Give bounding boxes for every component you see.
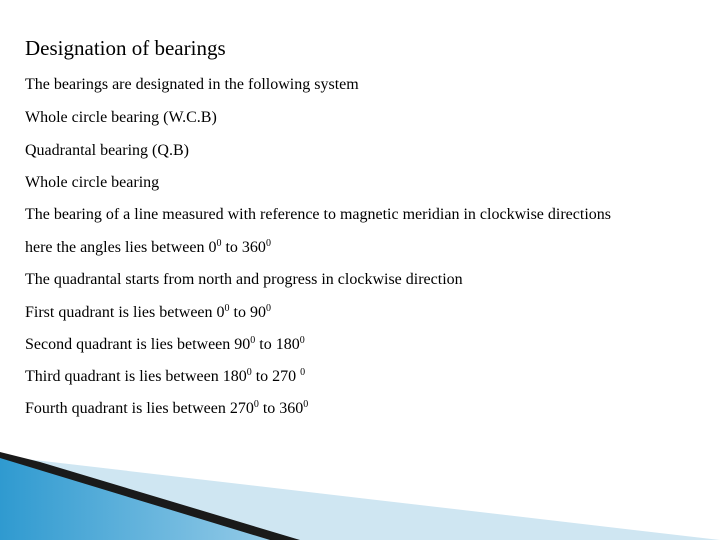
degree-mark: 0	[246, 367, 252, 378]
text-line-8	[25, 303, 271, 323]
degree-mark: 0	[299, 335, 305, 346]
text-line-1: The bearings are designated in the following system	[25, 76, 359, 93]
degree-mark: 0	[253, 399, 259, 410]
text-line-8-part-b: to 90	[229, 304, 266, 321]
text-line-4: Whole circle bearing	[25, 174, 160, 191]
degree-mark: 0	[216, 238, 222, 249]
text-line-11-part-b: to 360	[258, 400, 304, 417]
degree-mark: 0	[265, 303, 271, 314]
text-line-11-part-a: Fourth quadrant is lies between 270	[25, 400, 254, 417]
degree-mark: 0	[303, 399, 309, 410]
degree-mark: 0	[300, 367, 306, 378]
text-line-10	[25, 367, 305, 387]
text-line-7: The quadrantal starts from north and progress in clockwise direction	[25, 271, 463, 288]
text-line-10-part-b: to 270	[251, 368, 301, 385]
text-line-6	[25, 238, 271, 258]
text-line-6-part-a: here the angles lies between 0	[25, 239, 217, 256]
slide-title: Designation of bearings	[25, 36, 226, 60]
text-line-9-part-b: to 180	[255, 336, 300, 353]
text-line-11	[25, 399, 308, 419]
text-line-9-part-a: Second quadrant is lies between 90	[25, 336, 251, 353]
text-line-5: The bearing of a line measured with reference to magnetic meridian in clockwise directions	[25, 206, 611, 223]
degree-mark: 0	[250, 335, 256, 346]
text-line-2: Whole circle bearing (W.C.B)	[25, 109, 217, 126]
degree-mark: 0	[224, 303, 230, 314]
text-line-6-part-b: to 360	[221, 239, 266, 256]
text-line-8-part-a: First quadrant is lies between 0	[25, 304, 225, 321]
decorative-swoosh	[0, 440, 720, 540]
text-line-9	[25, 335, 305, 355]
degree-mark: 0	[265, 238, 271, 249]
text-line-10-part-a: Third quadrant is lies between 180	[25, 368, 247, 385]
text-line-3: Quadrantal bearing (Q.B)	[25, 142, 189, 159]
